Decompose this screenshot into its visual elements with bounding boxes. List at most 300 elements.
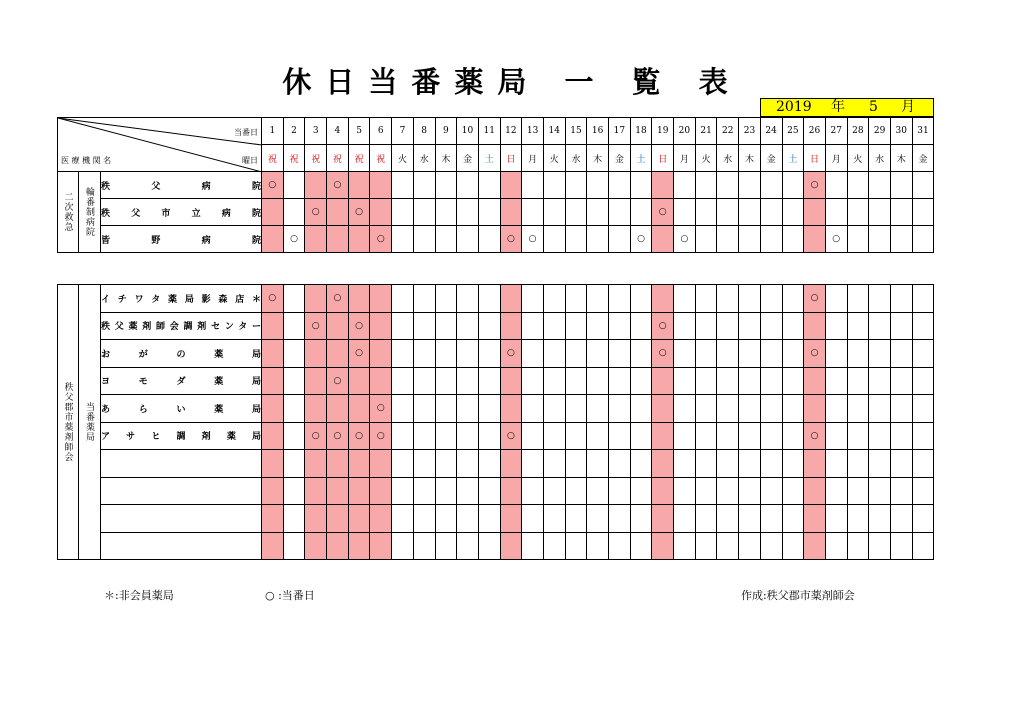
- day-cell: [717, 172, 739, 199]
- day-cell: [327, 395, 349, 423]
- day-cell: [370, 172, 392, 199]
- day-cell: [500, 367, 522, 395]
- day-cell: [782, 505, 804, 533]
- day-cell: [262, 172, 284, 199]
- day-cell: [587, 312, 609, 340]
- day-cell: [674, 367, 696, 395]
- day-cell: [609, 312, 631, 340]
- table-row: [58, 226, 934, 253]
- day-cell: [652, 226, 674, 253]
- day-cell: [695, 505, 717, 533]
- sub-group-label: [79, 172, 101, 253]
- day-cell: [348, 226, 370, 253]
- day-cell: [262, 477, 284, 505]
- table-row: [58, 367, 934, 395]
- day-cell: [392, 395, 414, 423]
- duty-mark: ○: [268, 293, 277, 304]
- day-cell: [457, 285, 479, 313]
- day-cell: [305, 477, 327, 505]
- duty-mark: ○: [355, 430, 364, 441]
- day-cell: [305, 532, 327, 560]
- day-cell: [869, 450, 891, 478]
- day-cell: [695, 285, 717, 313]
- weekday: 金: [457, 145, 479, 172]
- day-cell: [869, 532, 891, 560]
- table-row: [58, 450, 934, 478]
- weekday: 金: [912, 145, 934, 172]
- day-cell: [825, 422, 847, 450]
- duty-mark: ○: [268, 180, 277, 190]
- day-cell: [695, 226, 717, 253]
- day-cell: [478, 422, 500, 450]
- day-number: 10: [457, 118, 479, 145]
- day-cell: [609, 367, 631, 395]
- header-corner: [58, 118, 262, 172]
- day-cell: [478, 477, 500, 505]
- day-cell: [912, 367, 934, 395]
- day-cell: [327, 226, 349, 253]
- day-number: 31: [912, 118, 934, 145]
- day-cell: [478, 199, 500, 226]
- day-cell: [587, 340, 609, 368]
- day-cell: [327, 172, 349, 199]
- footer-author: 作成:秩父郡市薬剤師会: [741, 589, 855, 602]
- duty-mark: ○: [680, 234, 689, 244]
- day-cell: [392, 172, 414, 199]
- day-cell: [392, 340, 414, 368]
- day-cell: [435, 422, 457, 450]
- day-cell: [695, 367, 717, 395]
- day-cell: [413, 285, 435, 313]
- duty-mark: ○: [355, 320, 364, 331]
- day-cell: [890, 367, 912, 395]
- day-number: 30: [890, 118, 912, 145]
- day-number: 21: [695, 118, 717, 145]
- day-number: 13: [522, 118, 544, 145]
- day-cell: [804, 312, 826, 340]
- day-cell: [392, 450, 414, 478]
- day-cell: [370, 340, 392, 368]
- day-cell: [283, 532, 305, 560]
- day-cell: [522, 477, 544, 505]
- institution-name: 秩 父 市 立 病 院: [101, 199, 262, 226]
- day-cell: [262, 532, 284, 560]
- day-cell: [674, 285, 696, 313]
- day-cell: [652, 340, 674, 368]
- weekday: 火: [392, 145, 414, 172]
- day-cell: [565, 395, 587, 423]
- day-cell: [804, 532, 826, 560]
- institution-name: 皆 野 病 院: [101, 226, 262, 253]
- weekday: 土: [630, 145, 652, 172]
- day-cell: [543, 367, 565, 395]
- day-cell: [565, 450, 587, 478]
- day-cell: [825, 226, 847, 253]
- day-cell: [695, 312, 717, 340]
- duty-mark: ○: [810, 348, 819, 359]
- day-number: 3: [305, 118, 327, 145]
- day-cell: [587, 450, 609, 478]
- day-cell: [825, 450, 847, 478]
- day-cell: [413, 312, 435, 340]
- table-row: [58, 285, 934, 313]
- footnote-member: ＊:非会員薬局: [104, 589, 174, 602]
- day-cell: [522, 395, 544, 423]
- institution-name: ア サ ヒ 調 剤 薬 局: [101, 422, 262, 450]
- day-cell: [435, 395, 457, 423]
- day-cell: [674, 226, 696, 253]
- duty-mark: ○: [333, 375, 342, 386]
- day-cell: [435, 505, 457, 533]
- day-cell: [717, 285, 739, 313]
- day-cell: [609, 395, 631, 423]
- day-cell: [847, 532, 869, 560]
- day-cell: [283, 172, 305, 199]
- day-cell: [348, 395, 370, 423]
- day-cell: [587, 172, 609, 199]
- day-cell: [565, 312, 587, 340]
- day-cell: [674, 395, 696, 423]
- duty-mark: ○: [506, 234, 515, 244]
- table-row: [58, 395, 934, 423]
- day-cell: [305, 422, 327, 450]
- day-cell: [587, 199, 609, 226]
- table-row: [58, 477, 934, 505]
- day-cell: [305, 367, 327, 395]
- duty-mark: ○: [658, 320, 667, 331]
- day-cell: [739, 450, 761, 478]
- day-cell: [739, 285, 761, 313]
- day-cell: [609, 199, 631, 226]
- day-cell: [413, 172, 435, 199]
- day-cell: [522, 285, 544, 313]
- day-cell: [630, 395, 652, 423]
- day-cell: [717, 422, 739, 450]
- day-cell: [392, 367, 414, 395]
- day-cell: [327, 450, 349, 478]
- day-cell: [283, 226, 305, 253]
- day-cell: [348, 199, 370, 226]
- day-cell: [804, 172, 826, 199]
- day-cell: [890, 450, 912, 478]
- day-cell: [739, 172, 761, 199]
- day-cell: [370, 226, 392, 253]
- duty-mark: ○: [637, 234, 645, 244]
- table-row: [58, 532, 934, 560]
- day-cell: [478, 532, 500, 560]
- day-cell: [912, 505, 934, 533]
- year-unit: 年: [831, 99, 845, 115]
- day-cell: [370, 477, 392, 505]
- day-cell: [565, 477, 587, 505]
- day-cell: [262, 367, 284, 395]
- day-cell: [457, 395, 479, 423]
- day-cell: [609, 532, 631, 560]
- day-cell: [630, 340, 652, 368]
- day-number: 7: [392, 118, 414, 145]
- day-cell: [522, 340, 544, 368]
- day-cell: [609, 477, 631, 505]
- weekday: 日: [804, 145, 826, 172]
- day-cell: [804, 226, 826, 253]
- day-cell: [652, 422, 674, 450]
- day-cell: [457, 367, 479, 395]
- day-cell: [587, 477, 609, 505]
- day-cell: [609, 172, 631, 199]
- day-cell: [283, 340, 305, 368]
- day-number: 4: [327, 118, 349, 145]
- day-cell: [739, 422, 761, 450]
- duty-mark: ○: [333, 180, 342, 190]
- day-cell: [478, 172, 500, 199]
- day-cell: [305, 450, 327, 478]
- day-cell: [305, 172, 327, 199]
- day-cell: [327, 312, 349, 340]
- day-cell: [652, 285, 674, 313]
- day-number: 14: [543, 118, 565, 145]
- day-cell: [370, 532, 392, 560]
- day-cell: [457, 226, 479, 253]
- day-cell: [565, 422, 587, 450]
- day-cell: [305, 395, 327, 423]
- group-label-text: 二次救急: [62, 192, 73, 232]
- day-cell: [370, 312, 392, 340]
- day-cell: [565, 226, 587, 253]
- day-cell: [739, 367, 761, 395]
- day-cell: [500, 199, 522, 226]
- day-cell: [674, 450, 696, 478]
- day-cell: [392, 312, 414, 340]
- day-cell: [348, 532, 370, 560]
- day-cell: [348, 172, 370, 199]
- day-cell: [804, 367, 826, 395]
- day-cell: [869, 285, 891, 313]
- day-cell: [543, 285, 565, 313]
- day-cell: [392, 505, 414, 533]
- day-cell: [587, 285, 609, 313]
- day-cell: [500, 226, 522, 253]
- weekday: 木: [435, 145, 457, 172]
- day-cell: [739, 532, 761, 560]
- day-cell: [392, 422, 414, 450]
- day-cell: [392, 199, 414, 226]
- day-cell: [543, 477, 565, 505]
- day-cell: [717, 226, 739, 253]
- duty-mark: ○: [832, 234, 841, 244]
- day-cell: [890, 312, 912, 340]
- day-cell: [652, 367, 674, 395]
- duty-mark: ○: [355, 348, 364, 359]
- day-cell: [869, 340, 891, 368]
- institution-name: あ ら い 薬 局: [101, 395, 262, 423]
- day-cell: [869, 505, 891, 533]
- day-cell: [457, 505, 479, 533]
- day-cell: [327, 367, 349, 395]
- day-cell: [782, 422, 804, 450]
- duty-mark: ○: [810, 430, 819, 441]
- day-cell: [609, 422, 631, 450]
- weekday: 金: [760, 145, 782, 172]
- day-cell: [760, 532, 782, 560]
- day-cell: [522, 226, 544, 253]
- day-cell: [739, 312, 761, 340]
- day-cell: [674, 532, 696, 560]
- day-cell: [630, 505, 652, 533]
- day-number: 15: [565, 118, 587, 145]
- day-cell: [804, 450, 826, 478]
- day-cell: [825, 312, 847, 340]
- day-cell: [630, 477, 652, 505]
- duty-mark: ○: [528, 234, 537, 244]
- day-cell: [825, 340, 847, 368]
- day-cell: [327, 477, 349, 505]
- day-cell: [457, 312, 479, 340]
- day-cell: [500, 312, 522, 340]
- day-cell: [890, 199, 912, 226]
- day-cell: [587, 226, 609, 253]
- day-cell: [565, 199, 587, 226]
- day-cell: [413, 477, 435, 505]
- day-cell: [869, 172, 891, 199]
- day-cell: [890, 532, 912, 560]
- day-cell: [543, 340, 565, 368]
- day-cell: [804, 505, 826, 533]
- duty-mark: ○: [376, 430, 385, 441]
- day-cell: [630, 422, 652, 450]
- day-cell: [262, 340, 284, 368]
- day-cell: [565, 505, 587, 533]
- day-cell: [847, 477, 869, 505]
- institution-name: [101, 505, 262, 533]
- day-cell: [587, 367, 609, 395]
- day-row-label: 当番日: [234, 128, 258, 137]
- day-cell: [500, 532, 522, 560]
- pharmacy-table: [57, 284, 934, 560]
- day-cell: [283, 422, 305, 450]
- day-cell: [435, 226, 457, 253]
- weekday: 祝: [327, 145, 349, 172]
- duty-mark: ○: [333, 430, 342, 441]
- day-cell: [435, 172, 457, 199]
- year-value: 2019: [776, 99, 812, 115]
- day-cell: [587, 505, 609, 533]
- day-cell: [739, 505, 761, 533]
- day-cell: [413, 367, 435, 395]
- day-number: 12: [500, 118, 522, 145]
- day-cell: [869, 312, 891, 340]
- institution-name: [101, 450, 262, 478]
- table-row: [58, 422, 934, 450]
- day-number: 16: [587, 118, 609, 145]
- day-cell: [804, 285, 826, 313]
- day-cell: [760, 422, 782, 450]
- day-cell: [500, 505, 522, 533]
- duty-mark: ○: [355, 207, 364, 217]
- day-cell: [869, 226, 891, 253]
- day-cell: [262, 505, 284, 533]
- day-cell: [869, 422, 891, 450]
- day-number: 28: [847, 118, 869, 145]
- day-cell: [674, 172, 696, 199]
- day-number: 20: [674, 118, 696, 145]
- day-cell: [739, 226, 761, 253]
- day-cell: [348, 477, 370, 505]
- day-cell: [348, 340, 370, 368]
- day-cell: [630, 226, 652, 253]
- day-cell: [760, 367, 782, 395]
- day-cell: [348, 505, 370, 533]
- institution-name: [101, 532, 262, 560]
- day-cell: [652, 199, 674, 226]
- day-cell: [804, 477, 826, 505]
- day-cell: [478, 505, 500, 533]
- weekday: 祝: [305, 145, 327, 172]
- day-cell: [522, 367, 544, 395]
- day-cell: [869, 395, 891, 423]
- day-cell: [760, 199, 782, 226]
- day-cell: [413, 422, 435, 450]
- day-cell: [890, 226, 912, 253]
- weekday: 火: [695, 145, 717, 172]
- duty-mark: ○: [810, 180, 819, 190]
- weekday: 土: [782, 145, 804, 172]
- day-cell: [782, 477, 804, 505]
- day-cell: [587, 395, 609, 423]
- day-cell: [912, 395, 934, 423]
- day-cell: [478, 367, 500, 395]
- day-cell: [825, 395, 847, 423]
- group-label-text: 秩父郡市薬剤師会: [62, 382, 73, 462]
- weekday: 祝: [262, 145, 284, 172]
- day-cell: [847, 172, 869, 199]
- day-cell: [457, 340, 479, 368]
- day-cell: [739, 199, 761, 226]
- day-cell: [305, 505, 327, 533]
- day-cell: [565, 285, 587, 313]
- weekday: 月: [522, 145, 544, 172]
- day-cell: [847, 199, 869, 226]
- duty-mark: ○: [506, 348, 515, 359]
- day-cell: [435, 477, 457, 505]
- day-cell: [565, 532, 587, 560]
- day-cell: [717, 532, 739, 560]
- day-cell: [760, 395, 782, 423]
- weekday: 日: [652, 145, 674, 172]
- day-cell: [847, 285, 869, 313]
- day-cell: [522, 505, 544, 533]
- day-cell: [565, 172, 587, 199]
- day-cell: [847, 312, 869, 340]
- day-cell: [392, 285, 414, 313]
- weekday: 木: [587, 145, 609, 172]
- footnote-mark: ○ :当番日: [265, 589, 315, 602]
- day-cell: [522, 172, 544, 199]
- weekday: 祝: [283, 145, 305, 172]
- duty-mark: ○: [311, 430, 320, 441]
- group-label: [58, 172, 79, 253]
- day-cell: [847, 505, 869, 533]
- day-cell: [435, 532, 457, 560]
- day-cell: [782, 172, 804, 199]
- day-cell: [370, 199, 392, 226]
- day-cell: [652, 477, 674, 505]
- day-cell: [847, 367, 869, 395]
- day-cell: [283, 285, 305, 313]
- day-number: 25: [782, 118, 804, 145]
- day-cell: [305, 226, 327, 253]
- day-cell: [522, 450, 544, 478]
- sub-group-label-text: 当番薬局: [84, 402, 94, 442]
